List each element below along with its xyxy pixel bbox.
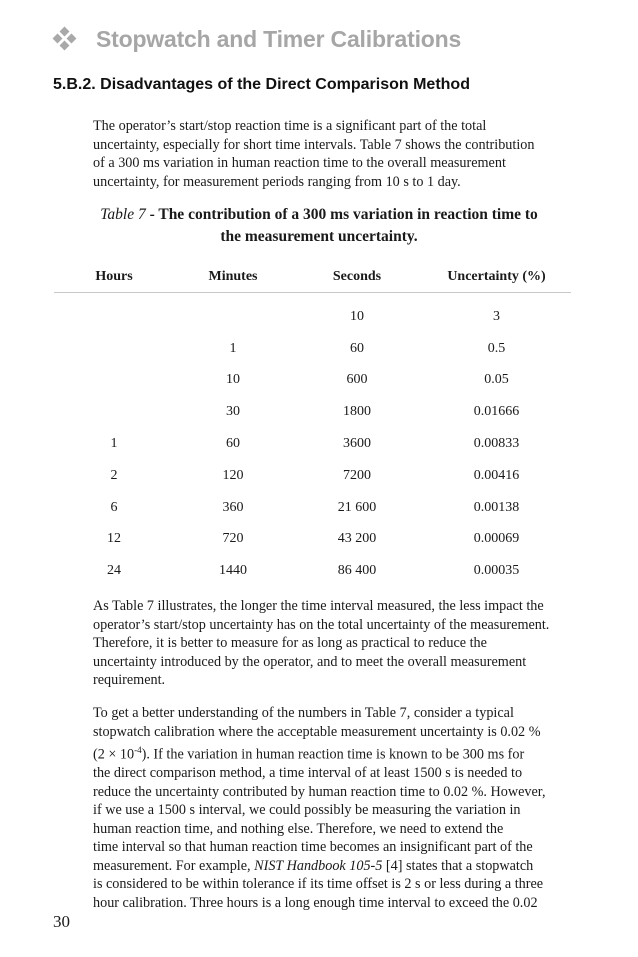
cell-hours: 12: [107, 531, 121, 547]
intro-paragraph: [93, 117, 583, 191]
text-line: human reaction time, and nothing else. Therefore, we need to extend the: [93, 820, 504, 837]
text-line: stopwatch calibration where the acceptable measurement uncertainty is 0.02 %: [93, 723, 541, 740]
page-number: 30: [53, 912, 70, 931]
cell-uncertainty: 0.00416: [473, 467, 520, 483]
text-line: [93, 857, 583, 876]
cell-hours: 2: [110, 467, 118, 483]
text-line: hour calibration. Three hours is a long enough time interval to exceed the 0.02: [93, 894, 538, 911]
table-row: [54, 460, 571, 492]
text-fragment: [4] states that a stopwatch: [382, 857, 534, 874]
table-row: [54, 524, 571, 556]
superscript-exponent: -4: [134, 745, 142, 755]
cell-minutes: 120: [222, 467, 244, 483]
cell-minutes: 60: [226, 436, 240, 452]
text-fragment: ). If the variation in human reaction time is known to be 300 ms for: [141, 746, 525, 763]
section-heading: 5.B.2. Disadvantages of the Direct Comparison Method: [53, 76, 470, 93]
table-row: [54, 555, 571, 587]
cell-uncertainty: 0.05: [484, 372, 509, 388]
column-header-minutes: Minutes: [208, 269, 258, 284]
cell-uncertainty: 0.01666: [473, 404, 520, 420]
explanation-paragraph: [93, 597, 583, 690]
cell-minutes: 1440: [219, 563, 247, 579]
cell-uncertainty: 3: [493, 308, 500, 324]
text-line: The operator’s start/stop reaction time is a significant part of the total: [93, 118, 487, 134]
running-title: Stopwatch and Timer Calibrations: [96, 25, 462, 52]
text-line: of a 300 ms variation in human reaction time to the overall measurement: [93, 155, 506, 171]
uncertainty-table: [54, 264, 571, 587]
text-fragment: (2 × 10: [93, 746, 135, 763]
text-line: the direct comparison method, a time interval of at least 1500 s is needed to: [93, 765, 523, 782]
column-header-hours: Hours: [95, 269, 133, 284]
text-line: [93, 741, 583, 764]
text-line: uncertainty, especially for short time intervals. Table 7 shows the contribution: [93, 136, 535, 153]
cell-seconds: 43 200: [337, 531, 377, 547]
cell-minutes: 1: [229, 340, 237, 356]
text-line: Therefore, it is better to measure for as long as practical to reduce the: [93, 635, 487, 651]
text-fragment: measurement. For example,: [93, 857, 255, 874]
text-line: reduce the uncertainty contributed by human reaction time to 0.02 %. However,: [93, 783, 546, 800]
cell-seconds: 7200: [343, 467, 371, 483]
table-row: [54, 428, 571, 460]
text-line: is considered to be within tolerance if its time offset is 2 s or less during a three: [93, 876, 544, 893]
cell-seconds: 3600: [343, 436, 371, 452]
cell-hours: 24: [107, 563, 121, 579]
cell-minutes: 10: [226, 372, 240, 388]
cell-uncertainty: 0.00069: [473, 531, 520, 547]
cell-seconds: 21 600: [337, 499, 377, 515]
example-paragraph: [93, 704, 583, 912]
ornament-diamond-icon: [54, 28, 76, 50]
table-row: [54, 301, 571, 333]
cell-uncertainty: 0.5: [487, 340, 506, 356]
table-caption-line2: the measurement uncertainty.: [220, 228, 418, 245]
table-row: [54, 492, 571, 524]
table-body: [54, 293, 571, 587]
text-line: As Table 7 illustrates, the longer the time interval measured, the less impact the: [93, 598, 544, 614]
cell-minutes: 30: [226, 404, 240, 420]
table-caption-label: Table 7: [100, 206, 146, 223]
text-line: uncertainty, for measurement periods ranging from 10 s to 1 day.: [93, 173, 461, 190]
cell-seconds: 1800: [343, 404, 371, 420]
text-line: requirement.: [93, 672, 166, 688]
cell-hours: 1: [110, 436, 118, 452]
handbook-reference: NIST Handbook 105-5: [254, 857, 383, 874]
table-row: [54, 365, 571, 397]
cell-seconds: 86 400: [337, 563, 377, 579]
table-header-row: [54, 264, 571, 293]
table-caption: [54, 204, 584, 248]
cell-uncertainty: 0.00833: [473, 436, 520, 452]
cell-seconds: 600: [346, 372, 368, 388]
cell-minutes: 720: [222, 531, 244, 547]
running-header: [54, 22, 461, 56]
cell-uncertainty: 0.00035: [473, 563, 520, 579]
cell-minutes: 360: [222, 499, 244, 515]
text-line: uncertainty introduced by the operator, and to meet the overall measurement: [93, 653, 527, 670]
cell-seconds: 10: [350, 308, 364, 324]
text-line: operator’s start/stop uncertainty has on the total uncertainty of the measurement.: [93, 616, 550, 633]
text-line: time interval so that human reaction time becomes an insignificant part of the: [93, 839, 533, 856]
cell-hours: 6: [110, 499, 118, 515]
table-row: [54, 333, 571, 365]
cell-uncertainty: 0.00138: [473, 499, 520, 515]
table-caption-line1: - The contribution of a 300 ms variation in reaction time to: [145, 206, 538, 223]
text-line: To get a better understanding of the numbers in Table 7, consider a typical: [93, 705, 514, 721]
text-line: if we use a 1500 s interval, we could possibly be measuring the variation in: [93, 802, 521, 819]
table-row: [54, 396, 571, 428]
column-header-uncertainty: Uncertainty (%): [447, 269, 546, 284]
cell-seconds: 60: [350, 340, 364, 356]
column-header-seconds: Seconds: [332, 269, 382, 284]
